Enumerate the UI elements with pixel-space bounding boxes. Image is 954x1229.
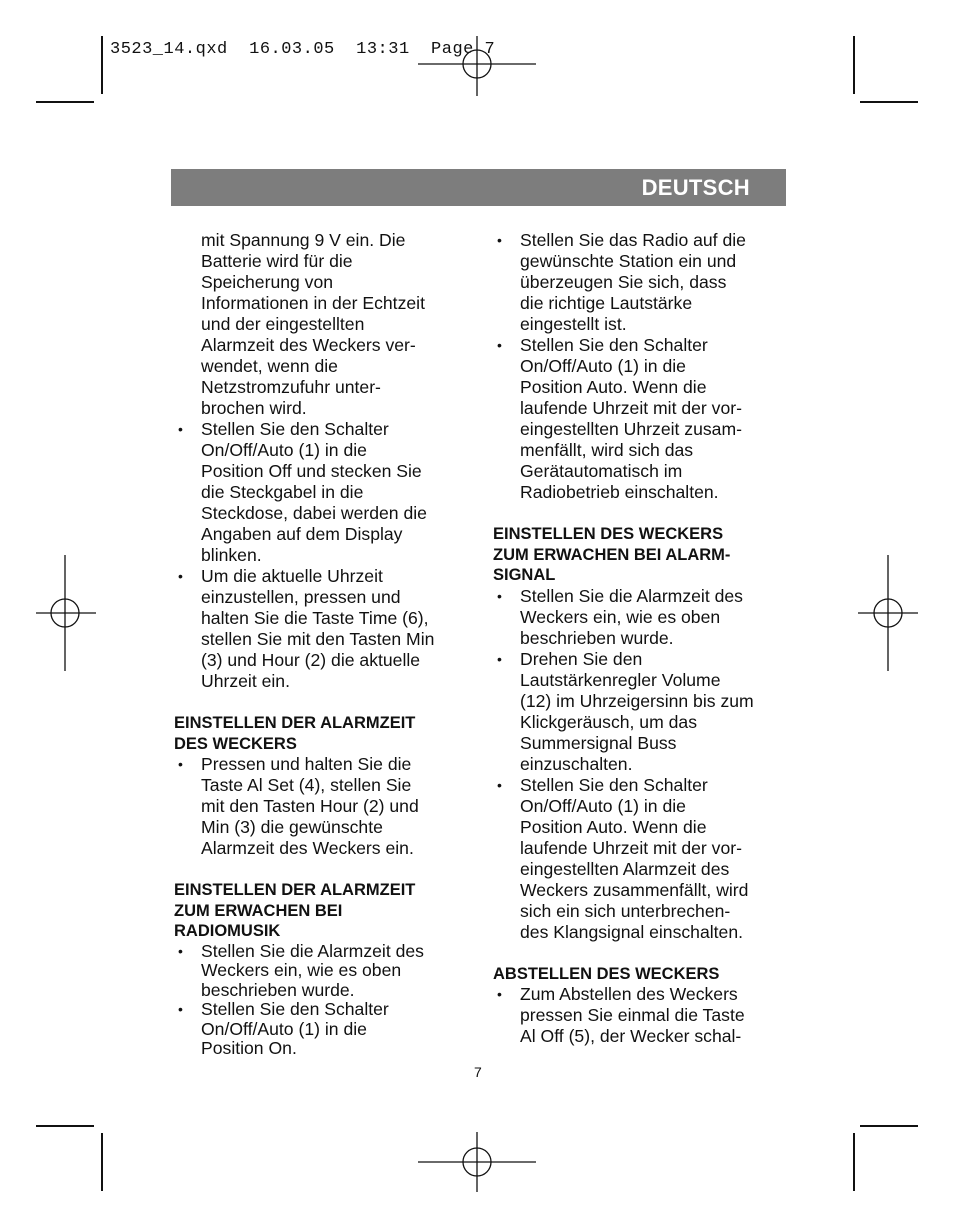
text-line: EINSTELLEN DER ALARMZEIT bbox=[174, 881, 416, 899]
text-line: die Steckgabel in die bbox=[201, 482, 364, 502]
bullet-icon: • bbox=[497, 587, 502, 604]
bullet-icon: • bbox=[497, 232, 502, 248]
text-line: menfällt, wird sich das bbox=[520, 440, 694, 460]
section-heading bbox=[493, 964, 793, 985]
bullet-icon: • bbox=[497, 986, 502, 1002]
text-line: Netzstromzufuhr unter- bbox=[201, 377, 381, 397]
text-line: ABSTELLEN DES WECKERS bbox=[493, 964, 720, 983]
text-line: (3) und Hour (2) die aktuelle bbox=[201, 650, 421, 670]
registration-mark-icon bbox=[36, 555, 96, 671]
language-title: DEUTSCH bbox=[641, 175, 750, 200]
text-line: Stellen Sie das Radio auf die bbox=[520, 230, 746, 250]
bullet-item bbox=[174, 942, 474, 1001]
text-line: (12) im Uhrzeigersinn bis zum bbox=[520, 690, 754, 711]
text-line: Klickgeräusch, um das bbox=[520, 711, 697, 732]
text-line: On/Off/Auto (1) in die bbox=[520, 795, 686, 816]
crop-mark bbox=[860, 1125, 918, 1127]
spacer bbox=[493, 503, 793, 524]
text-line: halten Sie die Taste Time (6), bbox=[201, 608, 429, 628]
text-line: Stellen Sie den Schalter bbox=[520, 335, 708, 355]
text-line: Min (3) die gewünschte bbox=[201, 817, 383, 837]
text-line: Stellen Sie den Schalter bbox=[520, 774, 708, 795]
text-line: Alarmzeit des Weckers ver- bbox=[201, 335, 416, 355]
text-line: Stellen Sie die Alarmzeit des bbox=[520, 585, 743, 606]
bullet-item bbox=[493, 230, 793, 335]
crop-mark bbox=[860, 101, 918, 103]
text-line: Informationen in der Echtzeit bbox=[201, 293, 425, 313]
bullet-item bbox=[493, 586, 793, 649]
text-line: Alarmzeit des Weckers ein. bbox=[201, 838, 414, 858]
text-line: Stellen Sie den Schalter bbox=[201, 999, 389, 1019]
text-line: Position Auto. Wenn die bbox=[520, 377, 707, 397]
bullet-icon: • bbox=[178, 942, 183, 959]
text-line: Lautstärkenregler Volume bbox=[520, 669, 721, 690]
text-line: Gerätautomatisch im bbox=[520, 461, 683, 481]
text-line: und der eingestellten bbox=[201, 314, 365, 334]
text-line: eingestellten Alarmzeit des bbox=[520, 858, 730, 879]
bullet-item bbox=[174, 754, 474, 859]
crop-mark bbox=[101, 1133, 103, 1191]
bullet-icon: • bbox=[497, 650, 502, 667]
text-line: laufende Uhrzeit mit der vor- bbox=[520, 837, 742, 858]
registration-mark-icon bbox=[858, 555, 918, 671]
intro-paragraph bbox=[174, 230, 474, 419]
bullet-item bbox=[174, 1000, 474, 1059]
text-line: Position On. bbox=[201, 1038, 297, 1058]
crop-mark bbox=[853, 36, 855, 94]
bullet-icon: • bbox=[497, 337, 502, 353]
bullet-icon: • bbox=[178, 756, 183, 772]
text-line: Position Off und stecken Sie bbox=[201, 461, 422, 481]
text-line: gewünschte Station ein und bbox=[520, 251, 737, 271]
text-line: Uhrzeit ein. bbox=[201, 671, 290, 691]
registration-mark-icon bbox=[418, 36, 536, 96]
bullet-icon: • bbox=[178, 1001, 183, 1017]
text-line: blinken. bbox=[201, 545, 262, 565]
bullet-item bbox=[493, 649, 793, 775]
text-line: Position Auto. Wenn die bbox=[520, 816, 707, 837]
language-header-bar bbox=[171, 169, 786, 206]
bullet-icon: • bbox=[178, 568, 183, 584]
text-line: Angaben auf dem Display bbox=[201, 524, 403, 544]
text-line: Um die aktuelle Uhrzeit bbox=[201, 566, 383, 586]
text-line: ZUM ERWACHEN BEI ALARM- bbox=[493, 545, 731, 564]
text-line: die richtige Lautstärke bbox=[520, 293, 693, 313]
text-line: Al Off (5), der Wecker schal- bbox=[520, 1026, 742, 1046]
text-line: Radiobetrieb einschalten. bbox=[520, 482, 719, 502]
spacer bbox=[174, 859, 474, 880]
text-line: einzustellen, pressen und bbox=[201, 587, 401, 607]
text-line: EINSTELLEN DES WECKERS bbox=[493, 525, 724, 543]
spacer bbox=[174, 692, 474, 713]
bullet-icon: • bbox=[497, 776, 502, 793]
text-line: Weckers ein, wie es oben bbox=[520, 606, 721, 627]
text-line: Pressen und halten Sie die bbox=[201, 754, 412, 774]
text-line: On/Off/Auto (1) in die bbox=[201, 1018, 367, 1039]
text-line: des Klangsignal einschalten. bbox=[520, 921, 744, 942]
text-line: beschrieben wurde. bbox=[201, 979, 355, 1000]
text-line: überzeugen Sie sich, dass bbox=[520, 272, 727, 292]
text-line: Steckdose, dabei werden die bbox=[201, 503, 427, 523]
section-heading bbox=[174, 713, 474, 754]
text-line: Stellen Sie den Schalter bbox=[201, 419, 389, 439]
text-line: SIGNAL bbox=[493, 566, 556, 584]
text-line: Summersignal Buss bbox=[520, 732, 677, 753]
crop-mark bbox=[36, 1125, 94, 1127]
bullet-item bbox=[493, 984, 793, 1047]
text-line: DES WECKERS bbox=[174, 734, 297, 753]
text-line: Batterie wird für die bbox=[201, 251, 353, 271]
bullet-item bbox=[174, 566, 474, 692]
text-line: Stellen Sie die Alarmzeit des bbox=[201, 940, 424, 961]
text-line: wendet, wenn die bbox=[201, 356, 338, 376]
file-slug: 3523_14.qxd 16.03.05 13:31 Page 7 bbox=[110, 40, 496, 59]
text-line: brochen wird. bbox=[201, 398, 307, 418]
text-line: eingestellten Uhrzeit zusam- bbox=[520, 419, 742, 439]
text-line: RADIOMUSIK bbox=[174, 922, 281, 940]
text-line: Drehen Sie den bbox=[520, 648, 643, 669]
registration-mark-icon bbox=[418, 1132, 536, 1192]
text-line: Weckers ein, wie es oben bbox=[201, 960, 402, 980]
text-line: Taste Al Set (4), stellen Sie bbox=[201, 775, 412, 795]
text-line: mit Spannung 9 V ein. Die bbox=[201, 230, 406, 250]
spacer bbox=[493, 943, 793, 964]
bullet-item bbox=[493, 775, 793, 943]
crop-mark bbox=[36, 101, 94, 103]
section-heading bbox=[174, 880, 474, 942]
left-column bbox=[174, 230, 474, 1059]
crop-mark bbox=[101, 36, 103, 94]
compact-list bbox=[174, 942, 474, 1059]
bullet-icon: • bbox=[178, 421, 183, 437]
text-line: mit den Tasten Hour (2) und bbox=[201, 796, 419, 816]
text-line: sich ein sich unterbrechen- bbox=[520, 900, 731, 921]
text-line: eingestellt ist. bbox=[520, 314, 627, 334]
text-line: On/Off/Auto (1) in die bbox=[520, 356, 686, 376]
text-line: On/Off/Auto (1) in die bbox=[201, 440, 367, 460]
crop-mark bbox=[853, 1133, 855, 1191]
page-number: 7 bbox=[474, 1064, 482, 1080]
text-line: Zum Abstellen des Weckers bbox=[520, 984, 738, 1004]
text-line: beschrieben wurde. bbox=[520, 627, 674, 648]
right-column bbox=[493, 230, 793, 1047]
section-heading bbox=[493, 524, 793, 586]
bullet-item bbox=[493, 335, 793, 503]
text-line: EINSTELLEN DER ALARMZEIT bbox=[174, 714, 416, 732]
text-line: pressen Sie einmal die Taste bbox=[520, 1005, 745, 1025]
bullet-item bbox=[174, 419, 474, 566]
text-line: stellen Sie mit den Tasten Min bbox=[201, 629, 435, 649]
text-line: ZUM ERWACHEN BEI bbox=[174, 901, 343, 920]
text-line: Weckers zusammenfällt, wird bbox=[520, 879, 749, 900]
text-line: einzuschalten. bbox=[520, 753, 633, 774]
text-line: Speicherung von bbox=[201, 272, 334, 292]
text-line: laufende Uhrzeit mit der vor- bbox=[520, 398, 742, 418]
